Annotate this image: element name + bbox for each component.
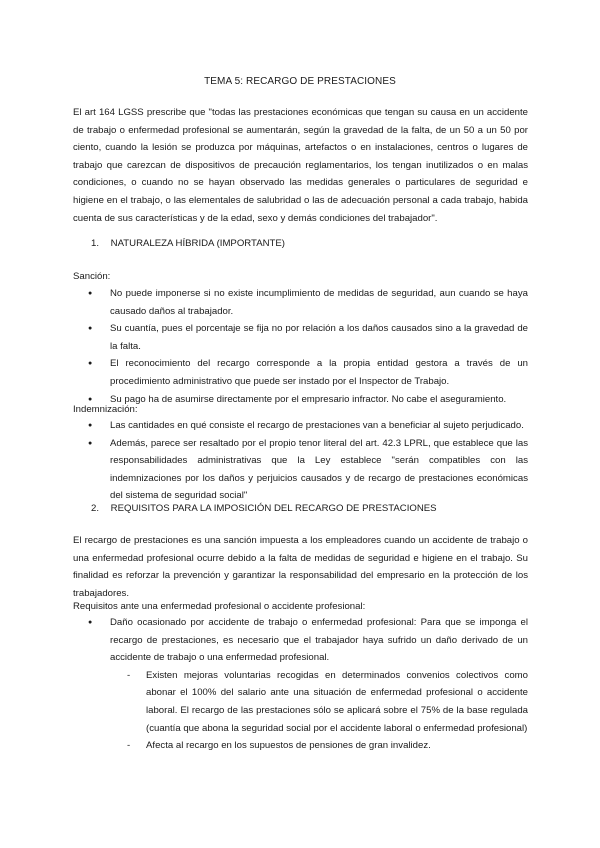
sancion-list xyxy=(73,285,528,408)
sancion-label: Sanción: xyxy=(73,271,111,282)
indemnizacion-list xyxy=(73,417,528,505)
list-item-text: Daño ocasionado por accidente de trabajo o enfermedad profesional: Para que se imponga el recargo de prestaciones, es necesario que el trabajador haya sufrido un daño derivado de un accidente de trabajo o una enfermedad profesional. xyxy=(110,617,528,664)
page-title: TEMA 5: RECARGO DE PRESTACIONES xyxy=(204,76,396,87)
list-item: ● Su cuantía, pues el porcentaje se fija no por relación a los daños causados sino a la gravedad de la falta. xyxy=(73,320,528,355)
section-heading-2 xyxy=(91,503,437,514)
sub-list xyxy=(110,667,528,755)
list-item: ● Además, parece ser resaltado por el propio tenor literal del art. 42.3 LPRL, que establece que las responsabilidades administrativas que la Ley establece "serán compatibles con las indemnizaciones por los daños y perjuicios causados y de recargo de prestaciones económicas del sistema de seguridad social" xyxy=(73,435,528,505)
list-item: ● Su pago ha de asumirse directamente por el empresario infractor. No cabe el aseguramiento. xyxy=(73,391,528,409)
requisitos-list xyxy=(73,614,528,755)
section-number: 1. xyxy=(91,238,100,249)
section-title: REQUISITOS PARA LA IMPOSICIÓN DEL RECARGO DE PRESTACIONES xyxy=(110,503,437,514)
intro-paragraph: El art 164 LGSS prescribe que "todas las prestaciones económicas que tengan su causa en un accidente de trabajo o enfermedad profesional se aumentarán, según la gravedad de la falta, de un 50 a un 50 por ciento, cuando la lesión se produzca por máquinas, artefactos o en instalaciones, centros o lugares de trabajo que carezcan de dispositivos de precaución reglamentarios, los tengan inutilizados o en malas condiciones, o cuando no se hayan observado las medidas generales o particulares de seguridad e higiene en el trabajo, o las elementales de salubridad o las de adecuación personal a cada trabajo, habida cuenta de sus características y de la edad, sexo y demás condiciones del trabajador". xyxy=(73,107,528,224)
list-item: ● No puede imponerse si no existe incumplimiento de medidas de seguridad, aun cuando se haya causado daños al trabajador. xyxy=(73,285,528,320)
sub-list-item: - Existen mejoras voluntarias recogidas en determinados convenios colectivos como abonar el 100% del salario ante una situación de enfermedad profesional o accidente laboral. El recargo de las prestaciones sólo se aplicará sobre el 75% de la base regulada (cuantía que abona la seguridad social por el accidente laboral o enfermedad profesional) xyxy=(110,667,528,737)
section-heading-1 xyxy=(91,238,285,249)
list-item: ● Las cantidades en qué consiste el recargo de prestaciones van a beneficiar al sujeto perjudicado. xyxy=(73,417,528,435)
list-item: ● El reconocimiento del recargo corresponde a la propia entidad gestora a través de un procedimiento administrativo que puede ser instado por el Inspector de Trabajo. xyxy=(73,355,528,390)
list-item xyxy=(73,614,528,755)
section-title: NATURALEZA HÍBRIDA (IMPORTANTE) xyxy=(110,238,285,249)
indemnizacion-label: Indemnización: xyxy=(73,404,138,415)
section-number: 2. xyxy=(91,503,100,514)
requisitos-label: Requisitos ante una enfermedad profesional o accidente profesional: xyxy=(73,601,366,612)
sub-list-item: - Afecta al recargo en los supuestos de pensiones de gran invalidez. xyxy=(110,737,528,755)
section2-paragraph: El recargo de prestaciones es una sanción impuesta a los empleadores cuando un accidente de trabajo o una enfermedad profesional ocurre debido a la falta de medidas de seguridad e higiene en el trabajo. Su finalidad es reforzar la prevención y garantizar la responsabilidad del empresario en la protección de los trabajadores. xyxy=(73,535,528,599)
